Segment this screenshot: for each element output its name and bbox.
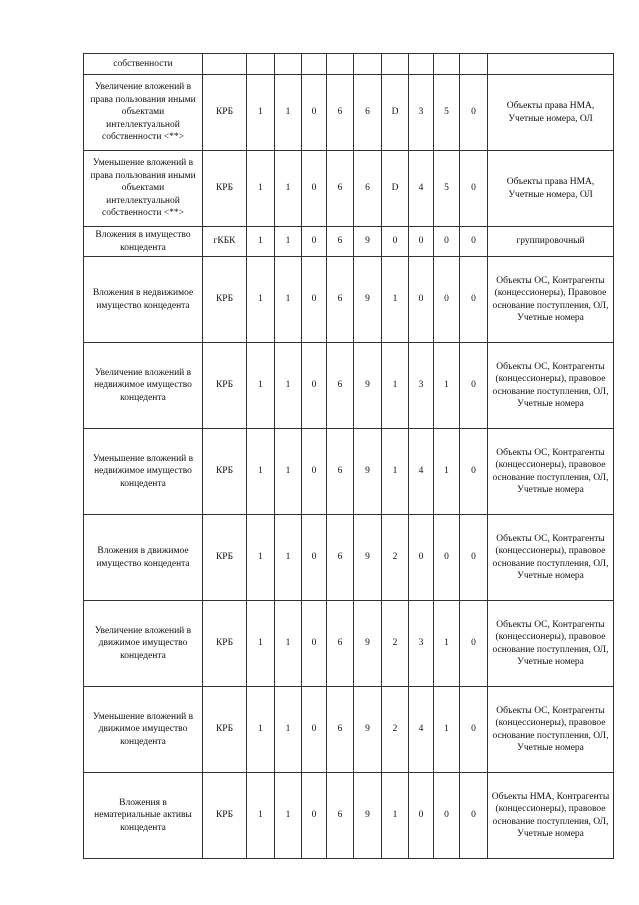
account-name-cell: Вложения в недвижимое имущество концедента [84, 257, 203, 343]
table-body [84, 54, 614, 859]
code-digit-cell: 6 [327, 687, 354, 773]
code-digit-cell: 0 [302, 515, 327, 601]
kbk-type-cell: КРБ [203, 429, 247, 515]
analytics-cell: Объекты ОС, Контрагенты (концессионеры), правовое основание поступления, ОЛ, Учетные номера [488, 515, 614, 601]
code-digit-cell: 0 [302, 75, 327, 151]
code-digit-cell: 3 [409, 343, 434, 429]
code-digit-cell: 0 [302, 257, 327, 343]
code-digit-cell: 2 [382, 687, 409, 773]
code-digit-cell: 0 [302, 601, 327, 687]
code-digit-cell: 6 [327, 773, 354, 859]
account-name-cell: Вложения в имущество концедента [84, 227, 203, 257]
kbk-type-cell: КРБ [203, 601, 247, 687]
code-digit-cell: 9 [354, 227, 382, 257]
code-digit-cell: 0 [460, 601, 488, 687]
code-digit-cell: 6 [327, 515, 354, 601]
code-digit-cell: 6 [354, 75, 382, 151]
kbk-type-cell [203, 54, 247, 75]
account-name-cell: Уменьшение вложений в движимое имущество концедента [84, 687, 203, 773]
code-digit-cell: 0 [302, 343, 327, 429]
analytics-cell [488, 54, 614, 75]
code-digit-cell: 9 [354, 601, 382, 687]
code-digit-cell: 0 [302, 151, 327, 227]
code-digit-cell: 6 [327, 227, 354, 257]
code-digit-cell [302, 54, 327, 75]
table-row [84, 601, 614, 687]
kbk-type-cell: КРБ [203, 151, 247, 227]
table-row [84, 515, 614, 601]
code-digit-cell: 1 [247, 601, 275, 687]
code-digit-cell: 0 [409, 227, 434, 257]
code-digit-cell: 1 [275, 601, 302, 687]
code-digit-cell: 9 [354, 773, 382, 859]
code-digit-cell: 0 [460, 429, 488, 515]
code-digit-cell: 4 [409, 687, 434, 773]
code-digit-cell: 5 [434, 151, 460, 227]
kbk-type-cell: КРБ [203, 343, 247, 429]
code-digit-cell: 1 [247, 515, 275, 601]
account-name-cell: Увеличение вложений в движимое имущество концедента [84, 601, 203, 687]
code-digit-cell: 9 [354, 343, 382, 429]
code-digit-cell: 0 [460, 687, 488, 773]
code-digit-cell: 1 [382, 773, 409, 859]
code-digit-cell: 1 [247, 227, 275, 257]
code-digit-cell [275, 54, 302, 75]
code-digit-cell: 6 [327, 151, 354, 227]
code-digit-cell [327, 54, 354, 75]
code-digit-cell: 0 [460, 343, 488, 429]
code-digit-cell: 0 [409, 515, 434, 601]
account-name-cell: Увеличение вложений в недвижимое имущество концедента [84, 343, 203, 429]
code-digit-cell: 2 [382, 515, 409, 601]
table-row [84, 54, 614, 75]
code-digit-cell: 1 [382, 429, 409, 515]
code-digit-cell: 9 [354, 257, 382, 343]
code-digit-cell: 6 [327, 75, 354, 151]
account-name-cell: Уменьшение вложений в недвижимое имущество концедента [84, 429, 203, 515]
code-digit-cell: 0 [460, 257, 488, 343]
code-digit-cell: 6 [327, 429, 354, 515]
code-digit-cell: 6 [327, 257, 354, 343]
analytics-cell: Объекты ОС, Контрагенты (концессионеры), правовое основание поступления, ОЛ, Учетные номера [488, 429, 614, 515]
table-row [84, 75, 614, 151]
code-digit-cell: 1 [382, 257, 409, 343]
code-digit-cell: D [382, 75, 409, 151]
code-digit-cell: 0 [409, 257, 434, 343]
account-name-cell: собственности [84, 54, 203, 75]
code-digit-cell: 1 [247, 257, 275, 343]
code-digit-cell: 1 [247, 343, 275, 429]
code-digit-cell: 1 [275, 773, 302, 859]
code-digit-cell: 1 [434, 343, 460, 429]
code-digit-cell: 4 [409, 429, 434, 515]
account-name-cell: Увеличение вложений в права пользования иными объектами интеллектуальной собственности <**> [84, 75, 203, 151]
code-digit-cell: 0 [460, 515, 488, 601]
code-digit-cell: 1 [275, 343, 302, 429]
code-digit-cell: 4 [409, 151, 434, 227]
code-digit-cell: 0 [302, 773, 327, 859]
table-row [84, 429, 614, 515]
kbk-type-cell: КРБ [203, 75, 247, 151]
account-name-cell: Вложения в нематериальные активы концедента [84, 773, 203, 859]
account-name-cell: Уменьшение вложений в права пользования иными объектами интеллектуальной собственности <**> [84, 151, 203, 227]
code-digit-cell: 1 [434, 687, 460, 773]
analytics-cell: Объекты НМА, Контрагенты (концессионеры), правовое основание поступления, ОЛ, Учетные номера [488, 773, 614, 859]
code-digit-cell: 3 [409, 601, 434, 687]
analytics-cell: группировочный [488, 227, 614, 257]
code-digit-cell [354, 54, 382, 75]
code-digit-cell: 1 [434, 601, 460, 687]
code-digit-cell: 1 [275, 687, 302, 773]
code-digit-cell: 1 [247, 687, 275, 773]
code-digit-cell: 3 [409, 75, 434, 151]
table-row [84, 257, 614, 343]
table-row [84, 227, 614, 257]
code-digit-cell: 0 [382, 227, 409, 257]
code-digit-cell: 1 [275, 429, 302, 515]
code-digit-cell [247, 54, 275, 75]
analytics-cell: Объекты ОС, Контрагенты (концессионеры), правовое основание поступления, ОЛ, Учетные номера [488, 343, 614, 429]
kbk-type-cell: КРБ [203, 515, 247, 601]
code-digit-cell: 1 [247, 773, 275, 859]
analytics-cell: Объекты ОС, Контрагенты (концессионеры), правовое основание поступления, ОЛ, Учетные номера [488, 601, 614, 687]
kbk-type-cell: гКБК [203, 227, 247, 257]
code-digit-cell: 0 [434, 227, 460, 257]
code-digit-cell: 1 [247, 75, 275, 151]
table-row [84, 773, 614, 859]
kbk-type-cell: КРБ [203, 257, 247, 343]
code-digit-cell: 9 [354, 515, 382, 601]
kbk-type-cell: КРБ [203, 773, 247, 859]
code-digit-cell [434, 54, 460, 75]
code-digit-cell: 1 [247, 151, 275, 227]
code-digit-cell: 0 [302, 429, 327, 515]
code-digit-cell: 9 [354, 429, 382, 515]
code-digit-cell: 1 [275, 515, 302, 601]
account-name-cell: Вложения в движимое имущество концедента [84, 515, 203, 601]
code-digit-cell: 0 [460, 151, 488, 227]
code-digit-cell: 5 [434, 75, 460, 151]
kbk-type-cell: КРБ [203, 687, 247, 773]
code-digit-cell: 9 [354, 687, 382, 773]
code-digit-cell: 0 [302, 687, 327, 773]
code-digit-cell: 2 [382, 601, 409, 687]
code-digit-cell: 1 [275, 151, 302, 227]
code-digit-cell [409, 54, 434, 75]
code-digit-cell: 0 [460, 773, 488, 859]
code-digit-cell: 6 [327, 601, 354, 687]
code-digit-cell: 6 [327, 343, 354, 429]
accounts-table [83, 53, 614, 859]
code-digit-cell: 1 [275, 227, 302, 257]
code-digit-cell: 0 [460, 227, 488, 257]
analytics-cell: Объекты права НМА, Учетные номера, ОЛ [488, 151, 614, 227]
code-digit-cell: 6 [354, 151, 382, 227]
code-digit-cell [382, 54, 409, 75]
code-digit-cell: 0 [434, 773, 460, 859]
table-row [84, 687, 614, 773]
analytics-cell: Объекты права НМА, Учетные номера, ОЛ [488, 75, 614, 151]
analytics-cell: Объекты ОС, Контрагенты (концессионеры), Правовое основание поступления, ОЛ, Учетные номера [488, 257, 614, 343]
code-digit-cell: 0 [302, 227, 327, 257]
code-digit-cell: 0 [409, 773, 434, 859]
code-digit-cell: 1 [275, 257, 302, 343]
code-digit-cell: 1 [275, 75, 302, 151]
code-digit-cell: 1 [247, 429, 275, 515]
code-digit-cell [460, 54, 488, 75]
table-row [84, 151, 614, 227]
code-digit-cell: 0 [434, 257, 460, 343]
code-digit-cell: 1 [434, 429, 460, 515]
analytics-cell: Объекты ОС, Контрагенты (концессионеры), правовое основание поступления, ОЛ, Учетные номера [488, 687, 614, 773]
code-digit-cell: 0 [434, 515, 460, 601]
code-digit-cell: 0 [460, 75, 488, 151]
table-row [84, 343, 614, 429]
code-digit-cell: D [382, 151, 409, 227]
code-digit-cell: 1 [382, 343, 409, 429]
